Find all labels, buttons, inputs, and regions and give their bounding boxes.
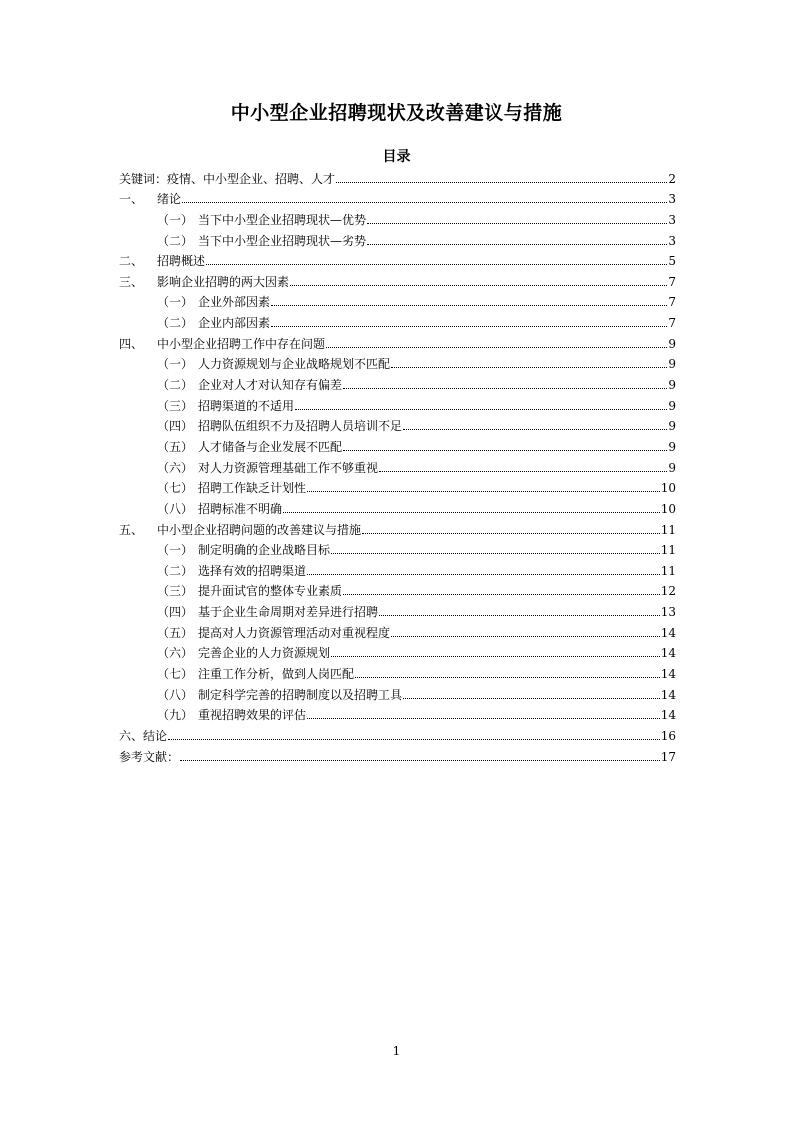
toc-entry-title: 关键词：疫情、中小型企业、招聘、人才 bbox=[119, 171, 336, 186]
toc-dot-leader bbox=[271, 305, 667, 306]
toc-entry[interactable] bbox=[119, 309, 676, 330]
toc-entry[interactable] bbox=[119, 330, 676, 351]
toc-entry-number: （五） bbox=[157, 625, 194, 640]
toc-heading: 目录 bbox=[382, 149, 411, 165]
toc-dot-leader bbox=[367, 223, 667, 224]
toc-entry-number: （一） bbox=[157, 295, 194, 310]
toc-entry-number: （九） bbox=[157, 708, 194, 723]
toc-entry[interactable] bbox=[119, 660, 676, 681]
toc-entry[interactable] bbox=[119, 206, 676, 227]
toc-entry-title: 提升面试官的整体专业素质 bbox=[198, 584, 343, 599]
document-title: 中小型企业招聘现状及改善建议与措施 bbox=[230, 102, 563, 124]
toc-entry-page: 9 bbox=[668, 419, 676, 434]
toc-dot-leader bbox=[283, 512, 660, 513]
toc-dot-leader bbox=[307, 574, 660, 575]
toc-entry-page: 9 bbox=[668, 336, 676, 351]
toc-entry-number: （三） bbox=[157, 584, 194, 599]
toc-entry[interactable] bbox=[119, 516, 676, 537]
toc-entry-title: 提高对人力资源管理活动对重视程度 bbox=[198, 625, 391, 640]
toc-dot-leader bbox=[336, 182, 667, 183]
toc-entry-title: 招聘队伍组织不力及招聘人员培训不足 bbox=[198, 419, 403, 434]
toc-dot-leader bbox=[295, 409, 667, 410]
toc-dot-leader bbox=[343, 388, 667, 389]
toc-entry-title: 六、结论 bbox=[119, 728, 168, 743]
toc-entry-page: 14 bbox=[660, 646, 676, 661]
toc-entry[interactable] bbox=[119, 413, 676, 434]
toc-entry[interactable] bbox=[119, 248, 676, 269]
toc-entry-page: 9 bbox=[668, 460, 676, 475]
toc-entry-page: 14 bbox=[660, 625, 676, 640]
toc-entry[interactable] bbox=[119, 392, 676, 413]
toc-entry-title: 完善企业的人力资源规划 bbox=[198, 646, 331, 661]
toc-entry-title: 影响企业招聘的两大因素 bbox=[157, 274, 290, 289]
toc-entry[interactable] bbox=[119, 268, 676, 289]
toc-entry-number: （六） bbox=[157, 646, 194, 661]
toc-entry-title: 基于企业生命周期对差异进行招聘 bbox=[198, 605, 379, 620]
toc-entry[interactable] bbox=[119, 165, 676, 186]
toc-entry-title: 中小型企业招聘工作中存在问题 bbox=[157, 336, 326, 351]
toc-entry-number: （八） bbox=[157, 687, 194, 702]
toc-entry-page: 10 bbox=[660, 501, 676, 516]
toc-entry[interactable] bbox=[119, 289, 676, 310]
toc-entry-page: 9 bbox=[668, 439, 676, 454]
toc-entry-number: （一） bbox=[157, 357, 194, 372]
toc-dot-leader bbox=[271, 326, 667, 327]
toc-entry-page: 3 bbox=[668, 233, 676, 248]
toc-entry-title: 企业内部因素 bbox=[198, 316, 271, 331]
toc-entry-page: 9 bbox=[668, 378, 676, 393]
toc-entry-number: （二） bbox=[157, 378, 194, 393]
toc-entry-page: 14 bbox=[660, 667, 676, 682]
toc-entry-title: 当下中小型企业招聘现状—优势 bbox=[198, 212, 367, 227]
toc-entry-page: 3 bbox=[668, 212, 676, 227]
toc-dot-leader bbox=[403, 698, 660, 699]
toc-entry-page: 16 bbox=[660, 728, 676, 743]
toc-entry-title: 对人力资源管理基础工作不够重视 bbox=[198, 460, 379, 475]
toc-entry-title: 人力资源规划与企业战略规划不匹配 bbox=[198, 357, 391, 372]
toc-entry-title: 招聘渠道的不适用 bbox=[198, 398, 295, 413]
toc-entry[interactable] bbox=[119, 454, 676, 475]
toc-dot-leader bbox=[206, 264, 667, 265]
toc-entry-number: （五） bbox=[157, 439, 194, 454]
toc-entry-title: 招聘概述 bbox=[157, 254, 206, 269]
toc-entry-title: 注重工作分析，做到人岗匹配 bbox=[198, 667, 355, 682]
toc-dot-leader bbox=[391, 367, 667, 368]
toc-entry-title: 选择有效的招聘渠道 bbox=[198, 563, 307, 578]
toc-entry-number: 三、 bbox=[119, 274, 144, 289]
toc-entry-title: 招聘标准不明确 bbox=[198, 501, 283, 516]
toc-dot-leader bbox=[290, 285, 667, 286]
toc-entry[interactable] bbox=[119, 433, 676, 454]
toc-entry-number: 二、 bbox=[119, 254, 144, 269]
toc-entry-number: （二） bbox=[157, 563, 194, 578]
toc-dot-leader bbox=[367, 244, 667, 245]
toc-entry-number: （四） bbox=[157, 419, 194, 434]
toc-entry[interactable] bbox=[119, 743, 676, 764]
toc-entry[interactable] bbox=[119, 578, 676, 599]
toc-entry-page: 11 bbox=[660, 522, 676, 537]
toc-entry[interactable] bbox=[119, 722, 676, 743]
toc-entry-number: （一） bbox=[157, 543, 194, 558]
toc-entry-page: 9 bbox=[668, 398, 676, 413]
toc-entry[interactable] bbox=[119, 351, 676, 372]
toc-entry-page: 14 bbox=[660, 708, 676, 723]
toc-dot-leader bbox=[182, 202, 667, 203]
toc-entry-title: 企业外部因素 bbox=[198, 295, 271, 310]
toc-entry-number: 四、 bbox=[119, 336, 144, 351]
toc-dot-leader bbox=[379, 615, 660, 616]
page-number: 1 bbox=[392, 1044, 401, 1058]
toc-entry-number: （七） bbox=[157, 667, 194, 682]
toc-entry-page: 7 bbox=[668, 295, 676, 310]
toc-dot-leader bbox=[343, 594, 660, 595]
toc-entry-number: 一、 bbox=[119, 192, 144, 207]
toc-entry-page: 10 bbox=[660, 481, 676, 496]
toc-entry-page: 11 bbox=[660, 563, 676, 578]
toc-entry-title: 当下中小型企业招聘现状—劣势 bbox=[198, 233, 367, 248]
toc-entry-page: 11 bbox=[660, 543, 676, 558]
toc-entry-number: （六） bbox=[157, 460, 194, 475]
toc-entry[interactable] bbox=[119, 598, 676, 619]
toc-entry-number: （四） bbox=[157, 605, 194, 620]
toc-entry-page: 2 bbox=[668, 171, 676, 186]
toc-entry-page: 7 bbox=[668, 316, 676, 331]
toc-entry-page: 13 bbox=[660, 605, 676, 620]
toc-dot-leader bbox=[355, 677, 660, 678]
toc-dot-leader bbox=[391, 636, 660, 637]
toc-entry[interactable] bbox=[119, 537, 676, 558]
toc-entry[interactable] bbox=[119, 619, 676, 640]
toc-entry-page: 5 bbox=[668, 254, 676, 269]
toc-entry-page: 7 bbox=[668, 274, 676, 289]
toc-entry-title: 参考文献： bbox=[119, 749, 180, 764]
toc-dot-leader bbox=[379, 471, 667, 472]
toc-entry-title: 招聘工作缺乏计划性 bbox=[198, 481, 307, 496]
toc-dot-leader bbox=[180, 760, 660, 761]
toc-entry-number: （二） bbox=[157, 316, 194, 331]
toc-entry-title: 制定明确的企业战略目标 bbox=[198, 543, 331, 558]
toc-dot-leader bbox=[307, 718, 660, 719]
toc-entry-number: 五、 bbox=[119, 522, 144, 537]
toc-entry-title: 中小型企业招聘问题的改善建议与措施 bbox=[157, 522, 362, 537]
toc-entry-page: 17 bbox=[660, 749, 676, 764]
toc-dot-leader bbox=[362, 533, 660, 534]
toc-entry-title: 重视招聘效果的评估 bbox=[198, 708, 307, 723]
toc-entry-page: 3 bbox=[668, 192, 676, 207]
toc-entry-page: 12 bbox=[660, 584, 676, 599]
toc-entry-number: （一） bbox=[157, 212, 194, 227]
toc-entry[interactable] bbox=[119, 557, 676, 578]
toc-dot-leader bbox=[326, 347, 667, 348]
toc-entry[interactable] bbox=[119, 495, 676, 516]
toc-entry-number: （七） bbox=[157, 481, 194, 496]
toc-entry-number: （二） bbox=[157, 233, 194, 248]
toc-entry-number: （八） bbox=[157, 501, 194, 516]
toc-dot-leader bbox=[331, 553, 660, 554]
toc-dot-leader bbox=[168, 739, 660, 740]
toc-entry[interactable] bbox=[119, 371, 676, 392]
toc-dot-leader bbox=[307, 491, 660, 492]
table-of-contents bbox=[119, 165, 676, 764]
toc-entry-title: 绪论 bbox=[157, 192, 182, 207]
toc-entry[interactable] bbox=[119, 702, 676, 723]
toc-entry[interactable] bbox=[119, 640, 676, 661]
toc-entry-page: 9 bbox=[668, 357, 676, 372]
toc-entry-title: 制定科学完善的招聘制度以及招聘工具 bbox=[198, 687, 403, 702]
toc-dot-leader bbox=[403, 429, 667, 430]
toc-entry-number: （三） bbox=[157, 398, 194, 413]
toc-dot-leader bbox=[331, 656, 660, 657]
toc-dot-leader bbox=[343, 450, 667, 451]
toc-entry-page: 14 bbox=[660, 687, 676, 702]
toc-entry[interactable] bbox=[119, 475, 676, 496]
toc-entry[interactable] bbox=[119, 186, 676, 207]
toc-entry[interactable] bbox=[119, 681, 676, 702]
toc-entry-title: 企业对人才对认知存有偏差 bbox=[198, 378, 343, 393]
toc-entry[interactable] bbox=[119, 227, 676, 248]
toc-entry-title: 人才储备与企业发展不匹配 bbox=[198, 439, 343, 454]
